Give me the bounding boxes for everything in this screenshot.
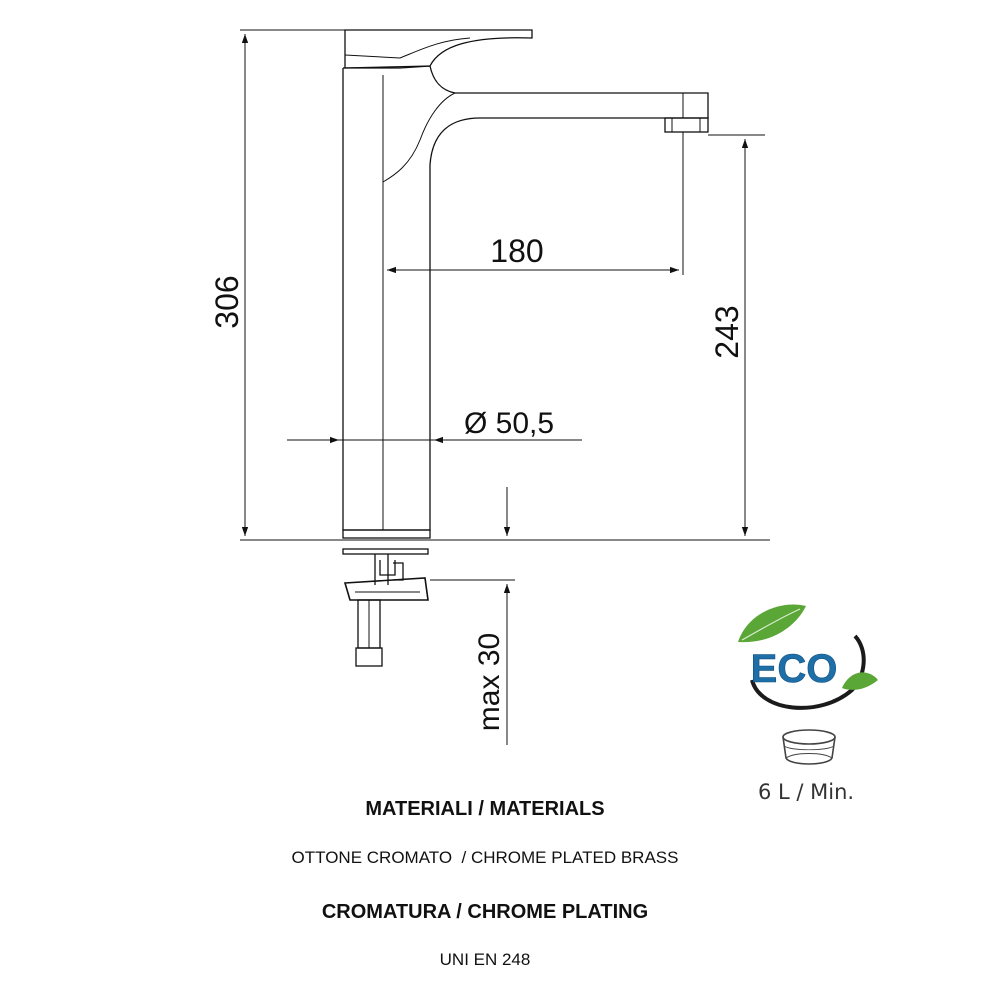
materials-heading: MATERIALI / MATERIALS (365, 798, 605, 820)
dim-label-diameter: Ø 50,5 (464, 407, 555, 440)
plating-heading: CROMATURA / CHROME PLATING (321, 901, 649, 923)
dim-label-spout-height: 243 (709, 305, 745, 359)
body-column (343, 75, 430, 530)
base-ring (343, 530, 430, 538)
lever-handle (345, 30, 532, 68)
eco-logo (738, 605, 878, 708)
faucet-outline (343, 30, 708, 666)
plating-value: UNI EN 248 (439, 950, 531, 969)
cartridge-cap (343, 66, 455, 93)
fixing-assembly (343, 549, 428, 666)
dim-label-max-thickness: max 30 (473, 632, 506, 732)
dim-label-total-height: 306 (209, 275, 245, 329)
aerator-icon (783, 730, 835, 764)
eco-logo-text: ECO (750, 647, 838, 691)
flow-rate-label: 6 L / Min. (758, 780, 855, 804)
dim-label-spout-reach: 180 (490, 233, 544, 269)
materials-value: OTTONE CROMATO / CHROME PLATED BRASS (291, 848, 679, 867)
aerator-outlet (665, 118, 708, 132)
leaf-icon-right (842, 672, 878, 689)
spout (430, 93, 708, 165)
